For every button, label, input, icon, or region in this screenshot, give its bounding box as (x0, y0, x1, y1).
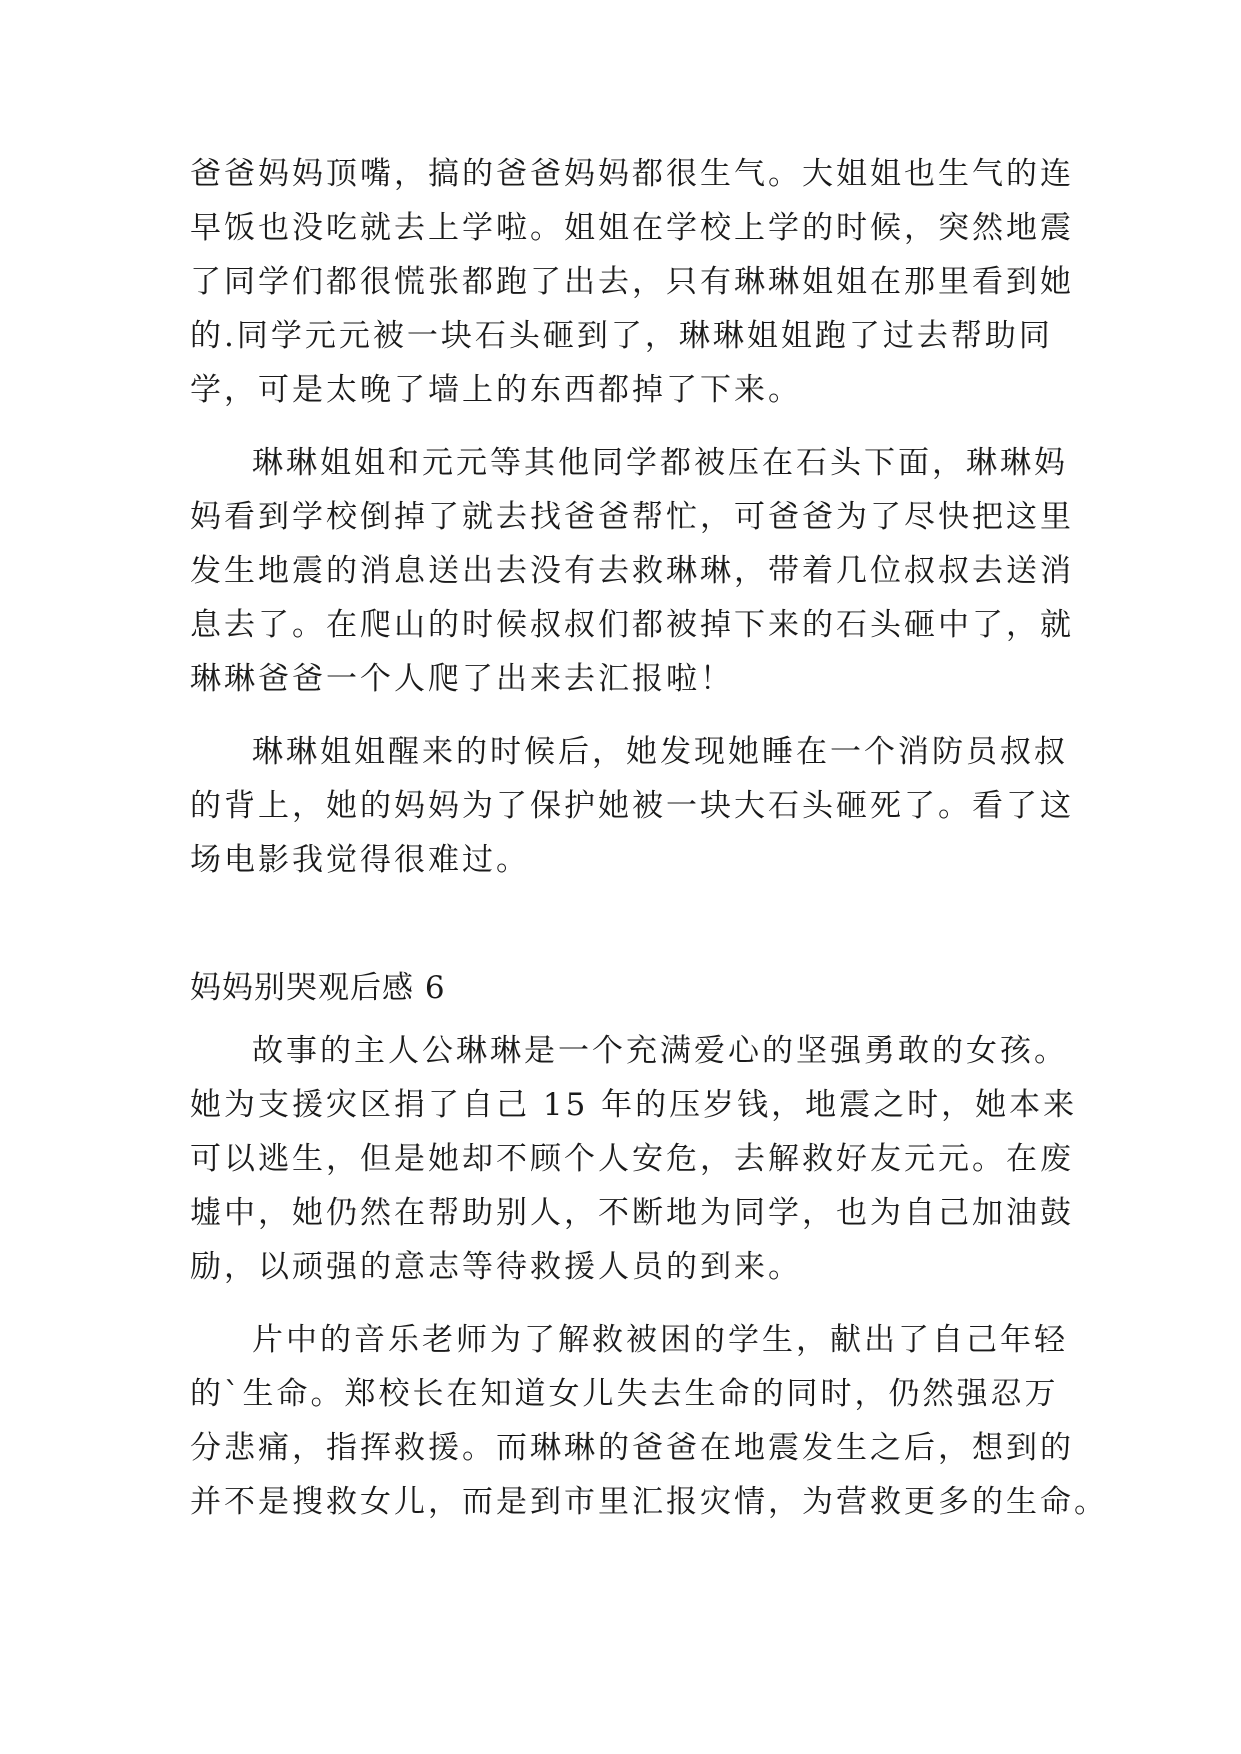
text-line: 可以逃生，但是她却不顾个人安危，去解救好友元元。在废 (190, 1141, 1074, 1177)
paragraph-start-line: 故事的主人公琳琳是一个充满爱心的坚强勇敢的女孩。 (252, 1033, 1068, 1069)
text-line: 发生地震的消息送出去没有去救琳琳，带着几位叔叔去送消 (190, 553, 1074, 589)
text-line: 爸爸妈妈顶嘴，搞的爸爸妈妈都很生气。大姐姐也生气的连 (190, 156, 1074, 192)
text-line: 的.同学元元被一块石头砸到了，琳琳姐姐跑了过去帮助同 (190, 318, 1053, 354)
paragraph-start-line: 片中的音乐老师为了解救被困的学生，献出了自己年轻 (252, 1322, 1068, 1358)
text-line: 的`生命。郑校长在知道女儿失去生命的同时，仍然强忍万 (190, 1376, 1059, 1412)
text-line: 早饭也没吃就去上学啦。姐姐在学校上学的时候，突然地震 (190, 210, 1074, 246)
paragraph-start-line: 琳琳姐姐醒来的时候后，她发现她睡在一个消防员叔叔 (252, 734, 1068, 770)
text-line: 的背上，她的妈妈为了保护她被一块大石头砸死了。看了这 (190, 788, 1074, 824)
text-line: 墟中，她仍然在帮助别人，不断地为同学，也为自己加油鼓 (190, 1195, 1074, 1231)
text-line: 学，可是太晚了墙上的东西都掉了下来。 (190, 372, 802, 408)
text-line: 了同学们都很慌张都跑了出去，只有琳琳姐姐在那里看到她 (190, 264, 1074, 300)
text-line: 场电影我觉得很难过。 (190, 842, 530, 878)
text-line: 分悲痛，指挥救援。而琳琳的爸爸在地震发生之后，想到的 (190, 1430, 1074, 1466)
text-line: 息去了。在爬山的时候叔叔们都被掉下来的石头砸中了，就 (190, 607, 1074, 643)
text-line: 琳琳爸爸一个人爬了出来去汇报啦！ (190, 661, 734, 697)
text-line: 妈看到学校倒掉了就去找爸爸帮忙，可爸爸为了尽快把这里 (190, 499, 1074, 535)
section-heading: 妈妈别哭观后感 6 (190, 970, 446, 1006)
text-line: 并不是搜救女儿，而是到市里汇报灾情，为营救更多的生命。 (190, 1484, 1108, 1520)
text-line: 励，以顽强的意志等待救援人员的到来。 (190, 1249, 802, 1285)
text-line: 她为支援灾区捐了自己 15 年的压岁钱，地震之时，她本来 (190, 1087, 1078, 1123)
paragraph-start-line: 琳琳姐姐和元元等其他同学都被压在石头下面，琳琳妈 (252, 445, 1068, 481)
